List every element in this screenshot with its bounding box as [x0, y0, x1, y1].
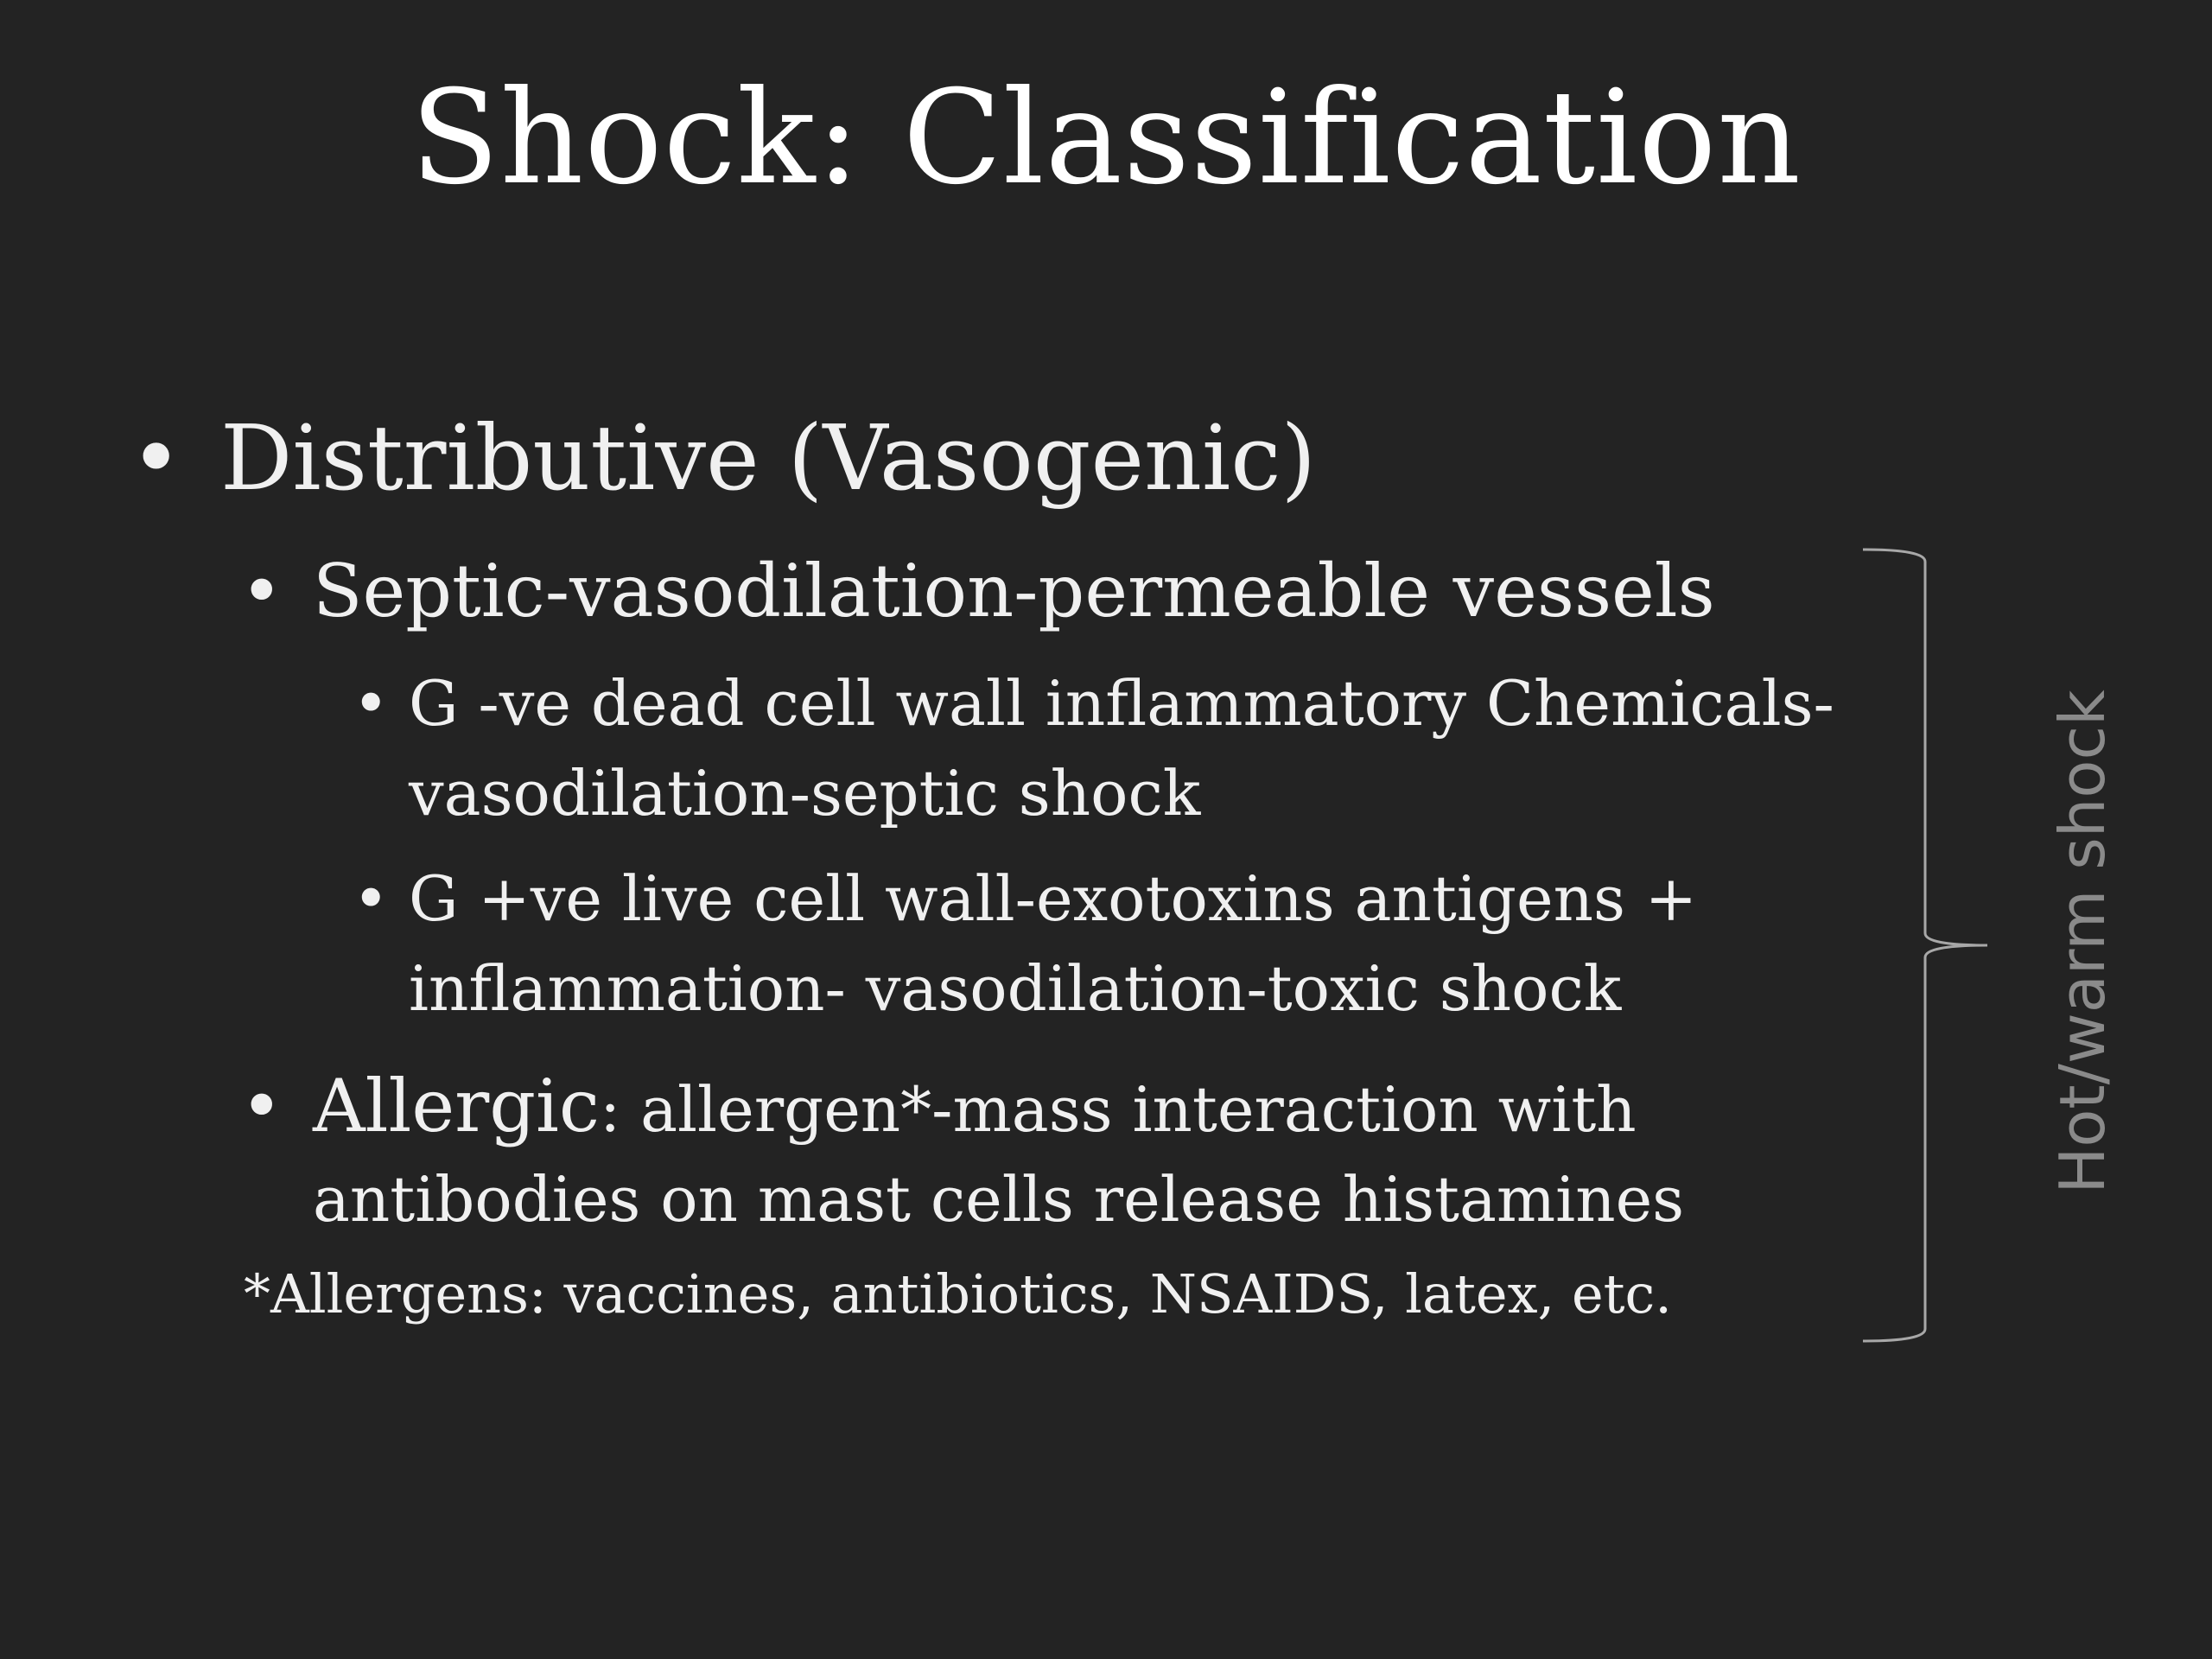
distributive-heading: Distributive (Vasogenic): [220, 405, 1317, 511]
allergic-line2: antibodies on mast cells release histamines: [313, 1163, 1685, 1236]
gram-negative-line1: G -ve dead cell wall inflammatory Chemicals-: [409, 667, 1834, 740]
bullet-glyph: •: [353, 862, 390, 935]
bullet-glyph: •: [240, 1064, 283, 1148]
allergens-footnote: *Allergens: vaccines, antibiotics, NSAIDS, latex, etc.: [244, 1262, 1672, 1325]
curly-brace: [1858, 544, 1996, 1348]
gram-positive-line1: G +ve live cell wall-exotoxins antigens +: [409, 862, 1698, 935]
allergic-term: Allergic: [313, 1064, 600, 1148]
gram-negative-line2: vasodilation-septic shock: [409, 757, 1201, 830]
allergic-description: : allergen*-mass interaction with: [599, 1073, 1637, 1146]
bullet-glyph: •: [353, 667, 390, 740]
bullet-glyph: •: [130, 405, 183, 511]
slide-title: Shock: Classification: [410, 63, 1802, 213]
bullet-glyph: •: [240, 549, 283, 633]
hot-warm-shock-label: Hot/warm shock: [2046, 690, 2119, 1194]
allergic-line1: [313, 1061, 1637, 1154]
gram-positive-line2: inflammation- vasodilation-toxic shock: [409, 952, 1622, 1025]
septic-item: Septic-vasodilation-permeable vessels: [313, 549, 1715, 633]
